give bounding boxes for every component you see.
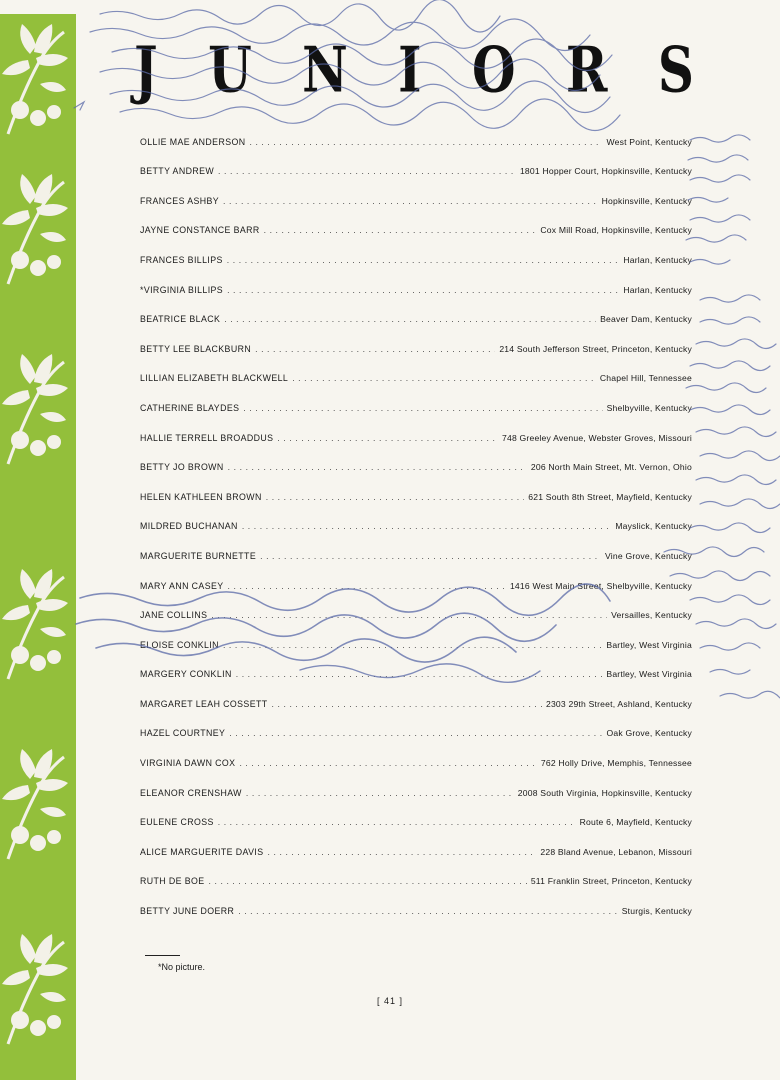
- student-entry: [140, 413, 692, 443]
- student-name: FRANCES BILLIPS: [140, 254, 223, 265]
- student-entry: [140, 768, 692, 798]
- floral-ornament-icon: [0, 14, 76, 1080]
- student-address: Beaver Dam, Kentucky: [600, 314, 692, 325]
- student-name: BEATRICE BLACK: [140, 314, 221, 325]
- student-address: Bartley, West Virginia: [606, 639, 692, 650]
- student-entry: [140, 650, 692, 680]
- student-name: ELEANOR CRENSHAW: [140, 787, 242, 798]
- blossom-icon: [2, 354, 68, 464]
- student-address: 1416 West Main Street, Shelbyville, Kentucky: [509, 580, 692, 591]
- dot-leader: [218, 817, 576, 827]
- student-entry: [140, 295, 692, 325]
- student-name: RUTH DE BOE: [140, 876, 205, 887]
- student-name: MARY ANN CASEY: [140, 580, 224, 591]
- dot-leader: [229, 728, 602, 738]
- student-name: LILLIAN ELIZABETH BLACKWELL: [140, 373, 289, 384]
- student-entry: [140, 709, 692, 739]
- blossom-icon: [2, 174, 68, 284]
- dot-leader: [223, 196, 598, 206]
- student-name: FRANCES ASHBY: [140, 195, 220, 206]
- student-address: Vine Grove, Kentucky: [605, 550, 692, 561]
- student-name: ALICE MARGUERITE DAVIS: [140, 846, 264, 857]
- student-entry: [140, 857, 692, 887]
- student-name: CATHERINE BLAYDES: [140, 402, 240, 413]
- dot-leader: [228, 462, 527, 472]
- student-address: Sturgis, Kentucky: [621, 906, 692, 917]
- blossom-icon: [2, 934, 68, 1044]
- floral-border: [0, 14, 76, 1080]
- dot-leader: [227, 255, 620, 265]
- student-entry: [140, 827, 692, 857]
- student-address: Oak Grove, Kentucky: [606, 728, 692, 739]
- student-address: 2303 29th Street, Ashland, Kentucky: [545, 698, 692, 709]
- student-name: HAZEL COURTNEY: [140, 728, 226, 739]
- student-name: JAYNE CONSTANCE BARR: [140, 225, 260, 236]
- student-entry: [140, 531, 692, 561]
- student-name: *VIRGINIA BILLIPS: [140, 284, 224, 295]
- dot-leader: [209, 876, 527, 886]
- student-entry: [140, 502, 692, 532]
- student-address: 621 South 8th Street, Mayfield, Kentucky: [528, 491, 692, 502]
- dot-leader: [264, 225, 537, 235]
- title-letter: R: [565, 32, 608, 107]
- dot-leader: [223, 640, 602, 650]
- dot-leader: [246, 788, 514, 798]
- student-name: BETTY ANDREW: [140, 166, 215, 177]
- student-address: West Point, Kentucky: [606, 136, 692, 147]
- student-name: MARGERY CONKLIN: [140, 669, 232, 680]
- dot-leader: [243, 403, 602, 413]
- dot-leader: [239, 758, 536, 768]
- dot-leader: [227, 285, 619, 295]
- student-address: Bartley, West Virginia: [606, 669, 692, 680]
- student-address: Hopkinsville, Kentucky: [601, 195, 692, 206]
- student-address: Versailles, Kentucky: [611, 610, 692, 621]
- student-address: Mayslick, Kentucky: [615, 521, 692, 532]
- blossom-icon: [2, 24, 68, 134]
- student-name: BETTY JO BROWN: [140, 462, 224, 473]
- student-address: 206 North Main Street, Mt. Vernon, Ohio: [530, 462, 692, 473]
- student-address: 214 South Jefferson Street, Princeton, Kentucky: [499, 343, 692, 354]
- student-name: JANE COLLINS: [140, 610, 208, 621]
- dot-leader: [228, 581, 506, 591]
- student-address: 2008 South Virginia, Hopkinsville, Kentucky: [517, 787, 692, 798]
- student-entry: [140, 561, 692, 591]
- page-number: [ 41 ]: [376, 996, 403, 1006]
- student-address: Harlan, Kentucky: [623, 254, 692, 265]
- student-address: 762 Holly Drive, Memphis, Tennessee: [540, 758, 692, 769]
- dot-leader: [260, 551, 601, 561]
- student-entry: [140, 591, 692, 621]
- student-name: VIRGINIA DAWN COX: [140, 758, 236, 769]
- student-entry: [140, 147, 692, 177]
- student-address: Route 6, Mayfield, Kentucky: [579, 817, 692, 828]
- dot-leader: [272, 699, 542, 709]
- title-letter: U: [208, 32, 252, 107]
- student-entry: [140, 443, 692, 473]
- student-entry: [140, 265, 692, 295]
- student-address: Chapel Hill, Tennessee: [599, 373, 692, 384]
- dot-leader: [218, 166, 516, 176]
- footnote-rule: [145, 955, 180, 956]
- student-entry: [140, 176, 692, 206]
- dot-leader: [211, 610, 607, 620]
- student-roster: [140, 117, 692, 916]
- student-name: BETTY LEE BLACKBURN: [140, 343, 252, 354]
- student-entry: [140, 117, 692, 147]
- blossom-icon: [2, 749, 68, 859]
- student-entry: [140, 383, 692, 413]
- student-name: MARGUERITE BURNETTE: [140, 550, 257, 561]
- dot-leader: [236, 669, 603, 679]
- dot-leader: [238, 906, 618, 916]
- student-name: MILDRED BUCHANAN: [140, 521, 238, 532]
- student-entry: [140, 235, 692, 265]
- dot-leader: [242, 521, 612, 531]
- page-title: [134, 32, 694, 107]
- student-name: HALLIE TERRELL BROADDUS: [140, 432, 274, 443]
- student-name: BETTY JUNE DOERR: [140, 906, 235, 917]
- student-entry: [140, 886, 692, 916]
- dot-leader: [292, 373, 596, 383]
- dot-leader: [266, 492, 525, 502]
- dot-leader: [268, 847, 537, 857]
- student-name: EULENE CROSS: [140, 817, 214, 828]
- title-letter: N: [302, 32, 348, 107]
- student-address: 511 Franklin Street, Princeton, Kentucky: [530, 876, 692, 887]
- blossom-icon: [2, 569, 68, 679]
- title-letter: J: [134, 32, 158, 107]
- student-address: Shelbyville, Kentucky: [606, 402, 692, 413]
- student-address: Harlan, Kentucky: [623, 284, 692, 295]
- student-name: MARGARET LEAH COSSETT: [140, 698, 268, 709]
- dot-leader: [224, 314, 596, 324]
- student-address: 228 Bland Avenue, Lebanon, Missouri: [540, 846, 692, 857]
- student-address: 748 Greeley Avenue, Webster Groves, Missouri: [502, 432, 692, 443]
- student-entry: [140, 472, 692, 502]
- student-entry: [140, 354, 692, 384]
- student-entry: [140, 620, 692, 650]
- title-letter: S: [657, 32, 694, 107]
- student-entry: [140, 738, 692, 768]
- student-address: 1801 Hopper Court, Hopkinsville, Kentucky: [519, 166, 692, 177]
- student-entry: [140, 206, 692, 236]
- dot-leader: [255, 344, 495, 354]
- student-entry: [140, 679, 692, 709]
- title-letter: I: [398, 32, 422, 107]
- student-name: OLLIE MAE ANDERSON: [140, 136, 246, 147]
- student-entry: [140, 324, 692, 354]
- dot-leader: [249, 137, 602, 147]
- title-letter: O: [471, 32, 516, 107]
- footnote: *No picture.: [158, 962, 206, 972]
- student-address: Cox Mill Road, Hopkinsville, Kentucky: [540, 225, 692, 236]
- student-name: ELOISE CONKLIN: [140, 639, 219, 650]
- student-entry: [140, 798, 692, 828]
- dot-leader: [277, 433, 498, 443]
- student-name: HELEN KATHLEEN BROWN: [140, 491, 262, 502]
